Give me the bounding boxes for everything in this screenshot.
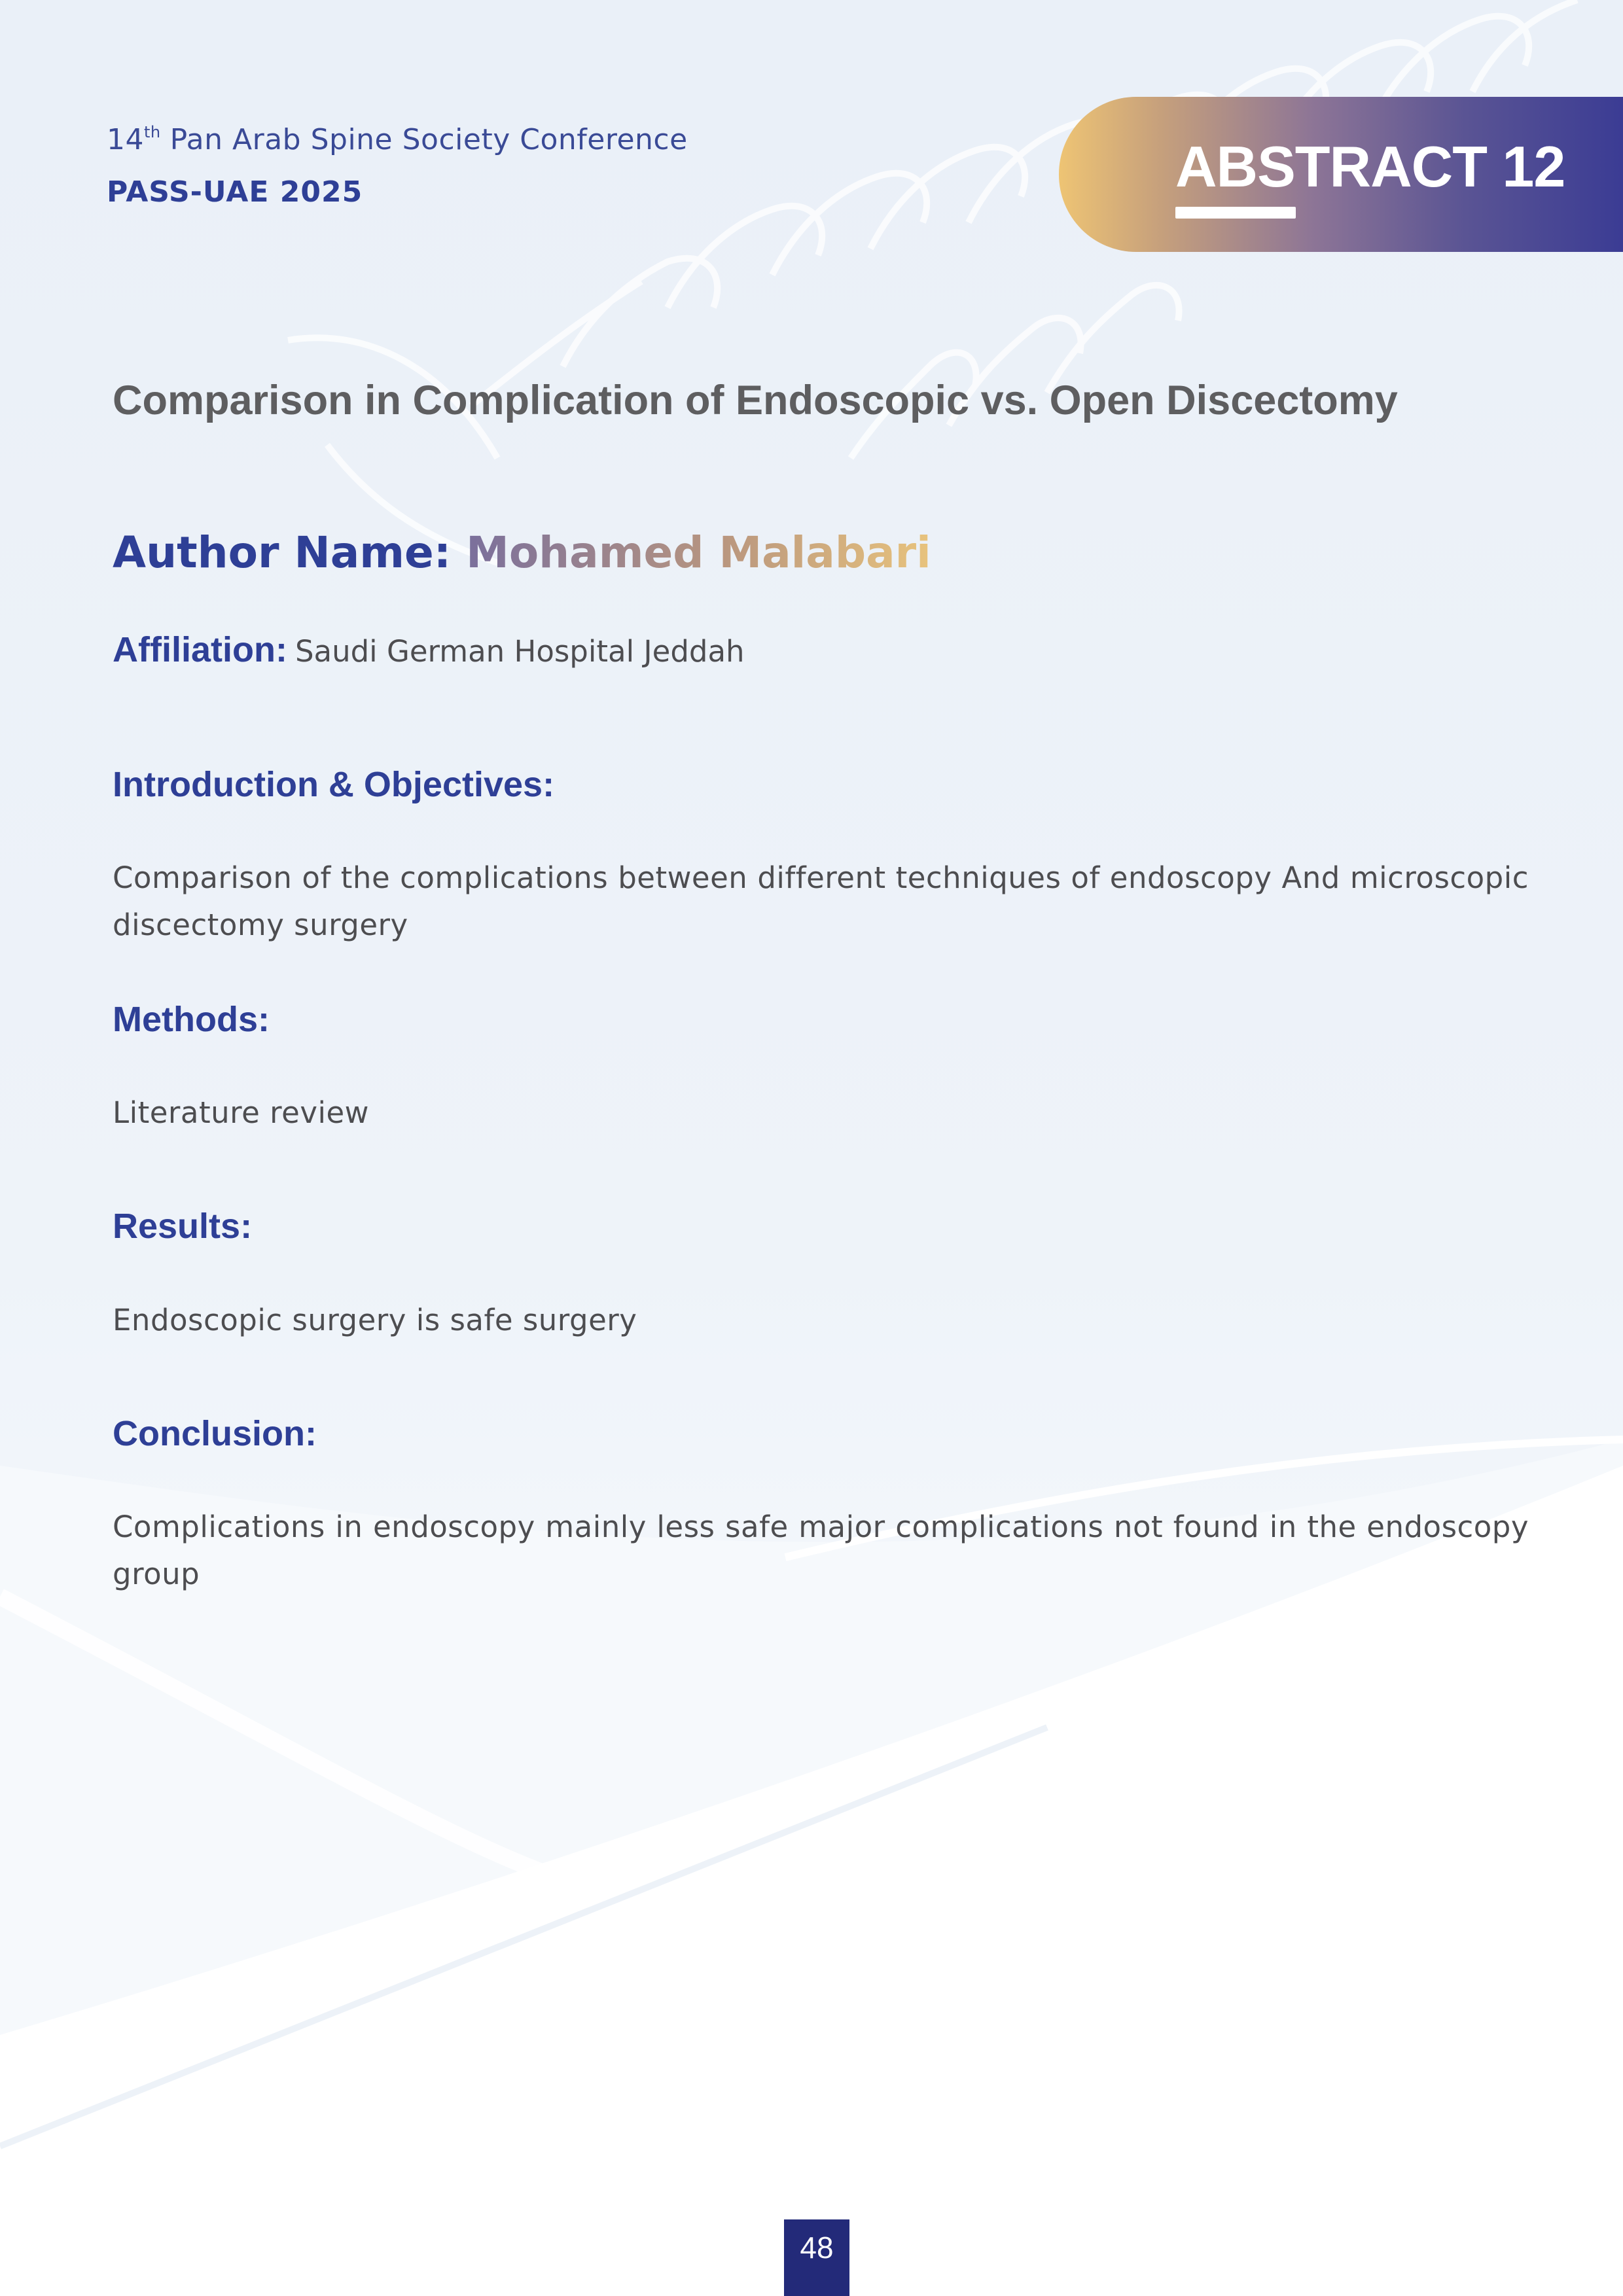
author-label: Author Name: bbox=[113, 527, 452, 578]
abstract-title: Comparison in Complication of Endoscopic vs. Open Discectomy bbox=[113, 378, 1398, 423]
conference-number: 14 bbox=[107, 123, 144, 156]
affiliation-label: Affiliation: bbox=[113, 630, 287, 669]
conference-title bbox=[107, 123, 688, 156]
section-heading-methods: Methods: bbox=[113, 1000, 270, 1039]
affiliation-value: Saudi German Hospital Jeddah bbox=[294, 634, 745, 669]
affiliation-line bbox=[113, 629, 745, 670]
section-heading-introduction: Introduction & Objectives: bbox=[113, 765, 555, 804]
abstract-badge bbox=[1059, 97, 1623, 252]
section-body-conclusion: Complications in endoscopy mainly less safe major complications not found in the endoscopy group bbox=[113, 1510, 1529, 1591]
section-heading-results: Results: bbox=[113, 1207, 253, 1246]
conference-name: Pan Arab Spine Society Conference bbox=[169, 123, 688, 156]
abstract-badge-underline bbox=[1175, 207, 1296, 219]
page-number-box bbox=[784, 2219, 849, 2296]
page-number: 48 bbox=[800, 2231, 834, 2265]
author-line bbox=[113, 527, 931, 578]
author-name: Mohamed Malabari bbox=[466, 527, 931, 578]
section-heading-conclusion: Conclusion: bbox=[113, 1414, 317, 1453]
section-body-introduction: Comparison of the complications between different techniques of endoscopy And microscopic discectomy surgery bbox=[113, 860, 1529, 942]
section-body-methods: Literature review bbox=[113, 1095, 369, 1130]
section-body-results: Endoscopic surgery is safe surgery bbox=[113, 1303, 637, 1337]
conference-edition: PASS-UAE 2025 bbox=[107, 175, 363, 209]
conference-ordinal: th bbox=[144, 123, 161, 141]
abstract-badge-label: ABSTRACT 12 bbox=[1175, 134, 1565, 199]
